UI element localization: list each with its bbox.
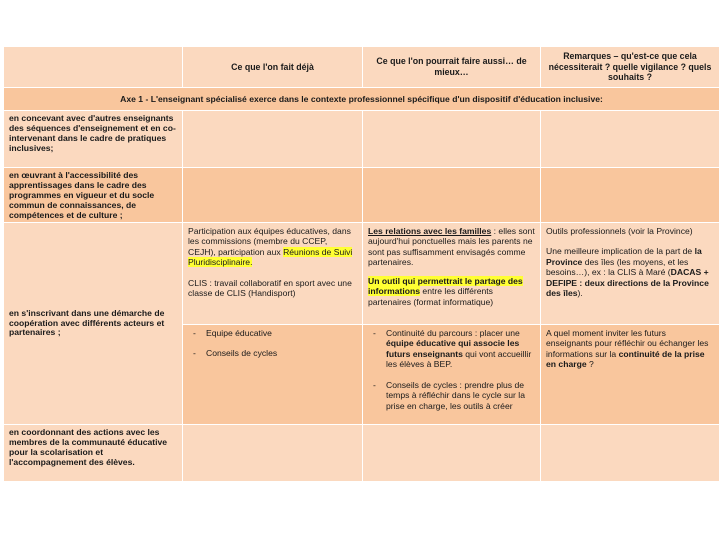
- bullet-continuite-bold: équipe éducative qui associe les futurs enseignants: [386, 338, 520, 359]
- header-col-could-do: Ce que l'on pourrait faire aussi… de mieux…: [363, 47, 540, 87]
- row3-col-done-top: [183, 223, 362, 324]
- row3-could-paragraph-1: [368, 226, 535, 268]
- row2-col-could-do: [363, 168, 540, 222]
- row3-remarks-paragraph-1: Outils professionnels (voir la Province): [546, 226, 693, 236]
- row4-col-could-do: [363, 425, 540, 481]
- row3-could-text: : elles sont aujourd'hui ponctuelles mais les parents ne sont pas suffisamment envisagés comme partenaires.: [368, 226, 535, 268]
- row3-remarks-text-4: A quel moment inviter les futurs enseignants pour réfléchir ou échanger les informations sur la: [546, 328, 709, 359]
- header-col-done: Ce que l'on fait déjà: [183, 47, 362, 87]
- row3-done-paragraph-2: CLIS : travail collaboratif en sport avec une classe de CLIS (Handisport): [188, 277, 352, 299]
- row-label-3: [4, 223, 182, 424]
- row3-col-could-do-bottom: [363, 325, 540, 424]
- bullet-continuite-text-1: Continuité du parcours : placer une: [386, 328, 520, 338]
- row3-could-paragraph-2: [368, 276, 535, 307]
- row4-col-remarks: [541, 425, 719, 481]
- bullet-continuite-text-2: qui vont accueillir les élèves à BEP.: [386, 348, 532, 370]
- row2-col-remarks: [541, 168, 719, 222]
- row-label-2: en œuvrant à l'accessibilité des apprentissages dans le cadre des programmes en vigueur et du socle commun de connaissances, de compétences et de culture ;: [4, 168, 182, 222]
- row3-remarks-text-2: des îles (les moyens, et les besoins…), ex : la CLIS à Maré (: [546, 256, 689, 278]
- row-label-3-text: en s'inscrivant dans une démarche de coopération avec différents acteurs et partenaires ;: [9, 307, 165, 338]
- row3-remarks-bold-2: DACAS + DEFIPE : deux directions de la Province des îles: [546, 267, 709, 299]
- document-table: [4, 47, 716, 476]
- row3-col-remarks-bottom: [541, 325, 719, 424]
- header-empty: [4, 47, 182, 87]
- row3-done-text: Participation aux équipes éducatives, dans les commissions (membre du CCEP, CEJH), participation aux: [188, 226, 351, 257]
- row3-remarks-paragraph-3: [546, 328, 714, 370]
- row3-could-bold: Les relations avec les familles: [368, 226, 492, 236]
- row3-remarks-text-3: ).: [577, 288, 583, 299]
- row1-col-done: [183, 111, 362, 167]
- row3-done-paragraph-1: [188, 226, 357, 268]
- row3-done-highlight: Réunions de Suivi Pluridisciplinaire.: [188, 246, 353, 268]
- row3-remarks-bold-1: la Province: [546, 246, 702, 267]
- row3-remarks-bold-3: continuité de la prise en charge: [546, 348, 705, 370]
- bullet-continuite-parcours: [368, 328, 535, 370]
- row3-remarks-paragraph-2: [546, 246, 714, 298]
- bullet-equipe-educative: - Equipe éducative: [188, 328, 357, 338]
- row1-col-remarks: [541, 111, 719, 167]
- row3-col-could-do-top: [363, 223, 540, 324]
- row3-col-done-bottom: [183, 325, 362, 424]
- axis-title: Axe 1 - L'enseignant spécialisé exerce dans le contexte professionnel spécifique d'un dispositif d'éducation inclusive:: [4, 88, 719, 110]
- row2-col-done: [183, 168, 362, 222]
- row4-col-done: [183, 425, 362, 481]
- row3-remarks-text-5: ?: [586, 359, 594, 370]
- row-label-4: en coordonnant des actions avec les membres de la communauté éducative pour la scolarisation et l'accompagnement des élèves.: [4, 425, 182, 481]
- bullet-conseils-cycles: - Conseils de cycles : prendre plus de temps à réfléchir dans le cycle sur la prise en charge, les outils à créer: [368, 380, 535, 411]
- header-col-remarks: Remarques – qu'est-ce que cela nécessiterait ? quelle vigilance ? quels souhaits ?: [541, 47, 719, 87]
- row3-could-bullet-list: [368, 328, 535, 411]
- row3-done-bullet-list: [188, 328, 357, 359]
- row3-could-text-2: entre les différents partenaires (format informatique): [368, 286, 494, 307]
- row3-col-remarks-top: [541, 223, 719, 324]
- bullet-conseils-de-cycles: - Conseils de cycles: [188, 348, 357, 358]
- row3-remarks-text-1: Une meilleure implication de la part de: [546, 246, 695, 257]
- row3-could-highlight: Un outil qui permettrait le partage des informations: [368, 275, 523, 297]
- row-label-1: en concevant avec d'autres enseignants des séquences d'enseignement et en co-intervenant dans le cadre de pratiques inclusives;: [4, 111, 182, 167]
- row1-col-could-do: [363, 111, 540, 167]
